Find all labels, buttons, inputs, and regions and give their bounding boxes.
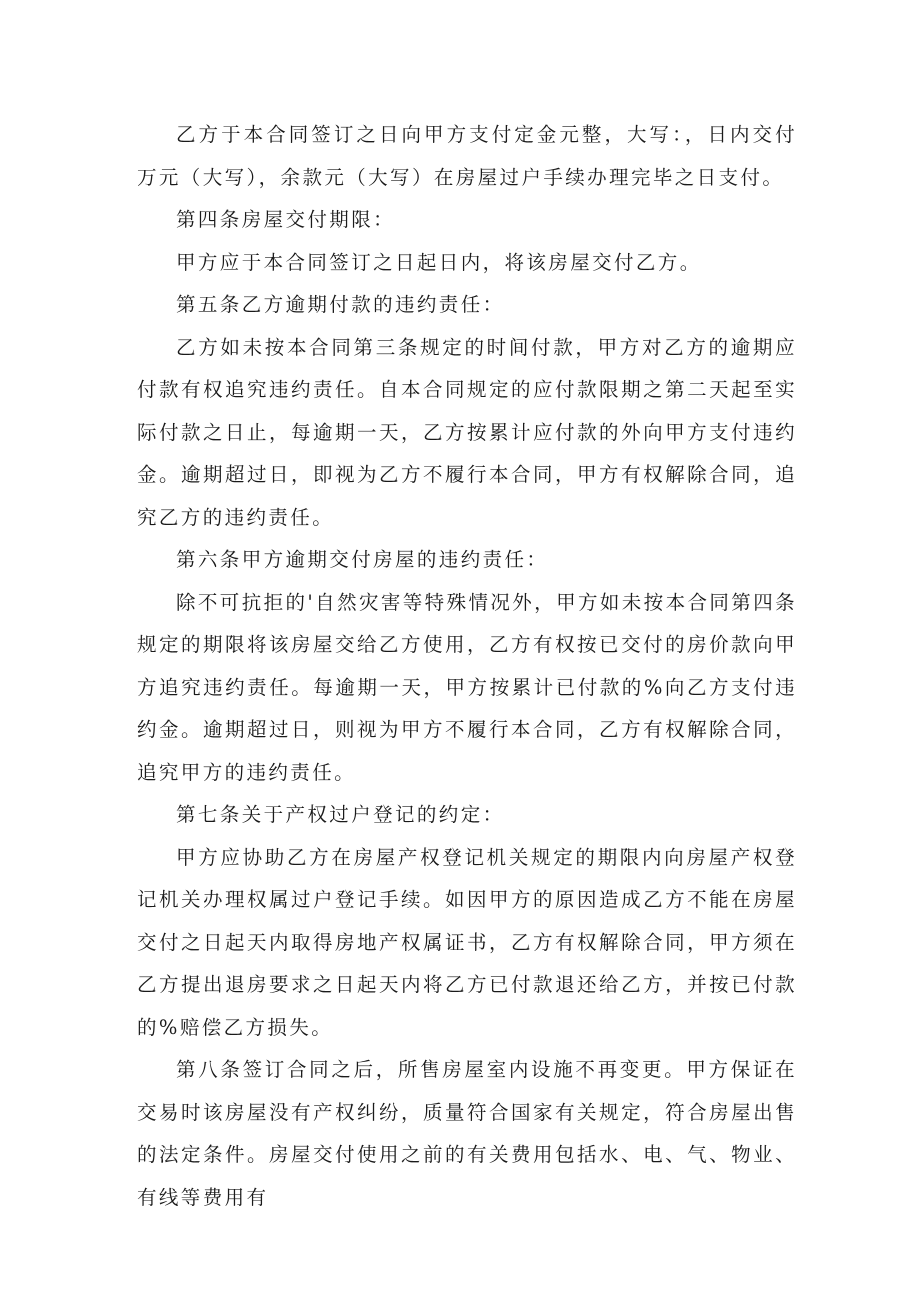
heading-article-7: 第七条关于产权过户登记的约定： [176, 803, 505, 826]
paragraph-article-7: 甲方应协助乙方在房屋产权登记机关规定的期限内向房屋产权登记机关办理权属过户登记手续。如因甲方的原因造成乙方不能在房屋交付之日起天内取得房地产权属证书，乙方有权解除合同，甲方须在乙方提出退房要求之日起天内将乙方已付款退还给乙方，并按已付款的%赔偿乙方损失。 [137, 845, 797, 1039]
document-body [137, 114, 797, 1219]
paragraph-article-8: 第八条签订合同之后，所售房屋室内设施不再变更。甲方保证在交易时该房屋没有产权纠纷，质量符合国家有关规定，符合房屋出售的法定条件。房屋交付使用之前的有关费用包括水、电、气、物业、有线等费用有 [137, 1058, 797, 1209]
heading-article-6: 第六条甲方逾期交付房屋的违约责任： [176, 548, 549, 571]
heading-article-5: 第五条乙方逾期付款的违约责任： [176, 293, 505, 316]
heading-article-4: 第四条房屋交付期限： [176, 208, 396, 231]
paragraph-article-5: 乙方如未按本合同第三条规定的时间付款，甲方对乙方的逾期应付款有权追究违约责任。自本合同规定的应付款限期之第二天起至实际付款之日止，每逾期一天，乙方按累计应付款的外向甲方支付违约金。逾期超过日，即视为乙方不履行本合同，甲方有权解除合同，追究乙方的违约责任。 [137, 335, 797, 529]
paragraph-article-6: 除不可抗拒的'自然灾害等特殊情况外，甲方如未按本合同第四条规定的期限将该房屋交给乙方使用，乙方有权按已交付的房价款向甲方追究违约责任。每逾期一天，甲方按累计已付款的%向乙方支付违约金。逾期超过日，则视为甲方不履行本合同，乙方有权解除合同，追究甲方的违约责任。 [137, 590, 797, 784]
paragraph-deposit-payment: 乙方于本合同签订之日向甲方支付定金元整，大写：，日内交付万元（大写），余款元（大写）在房屋过户手续办理完毕之日支付。 [137, 123, 797, 189]
paragraph-article-4: 甲方应于本合同签订之日起日内，将该房屋交付乙方。 [176, 250, 702, 274]
